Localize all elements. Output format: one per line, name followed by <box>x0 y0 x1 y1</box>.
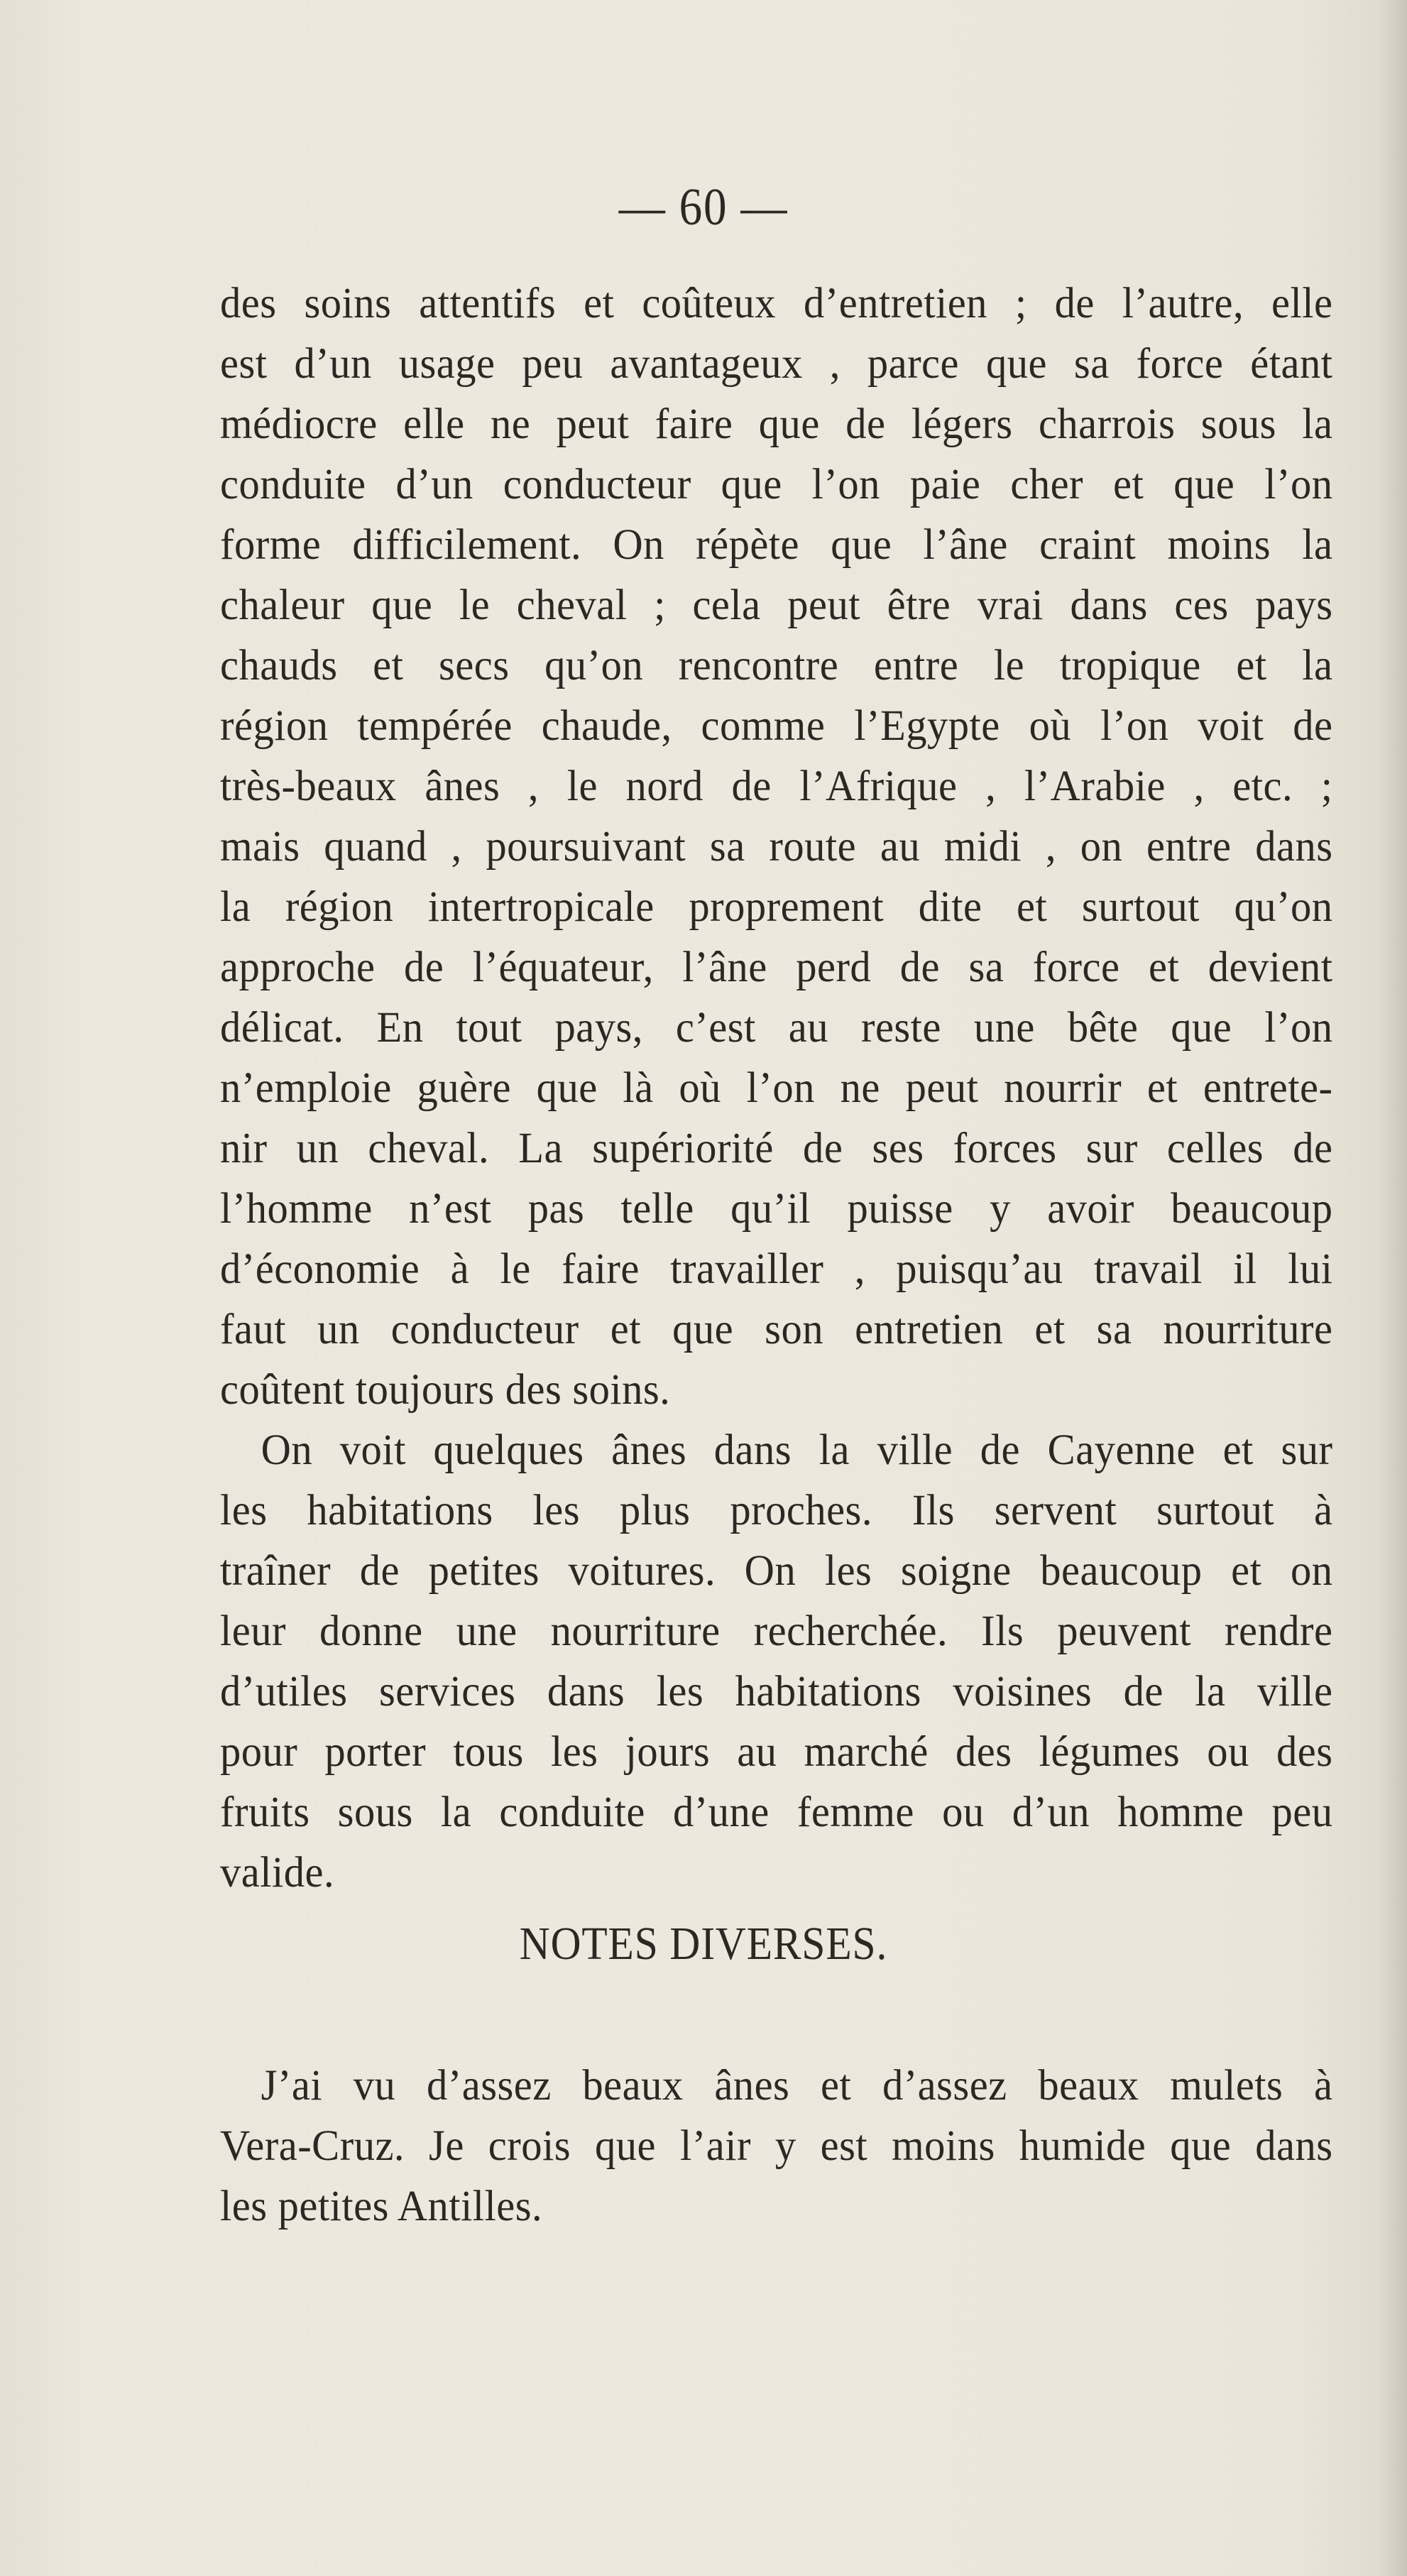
text-line: On voit quelques ânes dans la ville de Cayenne et sur <box>261 1426 1333 1474</box>
text-line: la région intertropicale proprement dite et surtout qu’on <box>220 883 1333 931</box>
text-line: forme difficilement. On répète que l’âne craint moins la <box>220 521 1333 569</box>
page-edge-shadow <box>1379 0 1407 2576</box>
text-line: faut un conducteur et que son entretien et sa nourriture <box>220 1306 1333 1353</box>
text-line: J’ai vu d’assez beaux ânes et d’assez beaux mulets à <box>261 2062 1333 2110</box>
text-line: pour porter tous les jours au marché des légumes ou des <box>220 1728 1333 1776</box>
text-line: approche de l’équateur, l’âne perd de sa force et devient <box>220 944 1333 991</box>
text-line: les habitations les plus proches. Ils servent surtout à <box>220 1487 1333 1534</box>
text-line: l’homme n’est pas telle qu’il puisse y avoir beaucoup <box>220 1185 1333 1233</box>
text-line: très-beaux ânes , le nord de l’Afrique , l’Arabie , etc. ; <box>220 763 1333 810</box>
paragraph-2 <box>220 1420 1335 1903</box>
paragraph-3 <box>220 2056 1335 2237</box>
text-line: chaleur que le cheval ; cela peut être vrai dans ces pays <box>220 582 1333 629</box>
text-line: nir un cheval. La supériorité de ses forces sur celles de <box>220 1125 1333 1172</box>
text-line: coûtent toujours des soins. <box>220 1366 671 1414</box>
text-line: chauds et secs qu’on rencontre entre le tropique et la <box>220 642 1333 689</box>
text-line: d’économie à le faire travailler , puisqu’au travail il lui <box>220 1245 1333 1293</box>
text-line: conduite d’un conducteur que l’on paie cher et que l’on <box>220 461 1333 508</box>
text-line: n’emploie guère que là où l’on ne peut nourrir et entrete- <box>220 1064 1333 1112</box>
text-line: fruits sous la conduite d’une femme ou d’un homme peu <box>220 1789 1333 1836</box>
text-line: est d’un usage peu avantageux , parce que sa force étant <box>220 340 1333 388</box>
paragraph-1 <box>220 273 1335 1420</box>
text-line: d’utiles services dans les habitations voisines de la ville <box>220 1668 1333 1715</box>
text-line: délicat. En tout pays, c’est au reste une bête que l’on <box>220 1004 1333 1052</box>
text-line: région tempérée chaude, comme l’Egypte où l’on voit de <box>220 702 1333 750</box>
text-line: mais quand , poursuivant sa route au midi , on entre dans <box>220 823 1333 871</box>
text-line: valide. <box>220 1849 335 1896</box>
text-line: Vera-Cruz. Je crois que l’air y est moins humide que dans <box>220 2122 1333 2170</box>
text-line: leur donne une nourriture recherchée. Ils peuvent rendre <box>220 1608 1333 1655</box>
main-text <box>220 273 1335 1903</box>
text-line: des soins attentifs et coûteux d’entretien ; de l’autre, elle <box>220 280 1333 327</box>
text-line: les petites Antilles. <box>220 2183 543 2230</box>
text-line: traîner de petites voitures. On les soigne beaucoup et on <box>220 1547 1333 1595</box>
text-line: médiocre elle ne peut faire que de légers charrois sous la <box>220 400 1333 448</box>
section-heading: NOTES DIVERSES. <box>519 1918 888 1970</box>
notes-text <box>220 2056 1335 2237</box>
page-number: — 60 — <box>618 178 789 236</box>
